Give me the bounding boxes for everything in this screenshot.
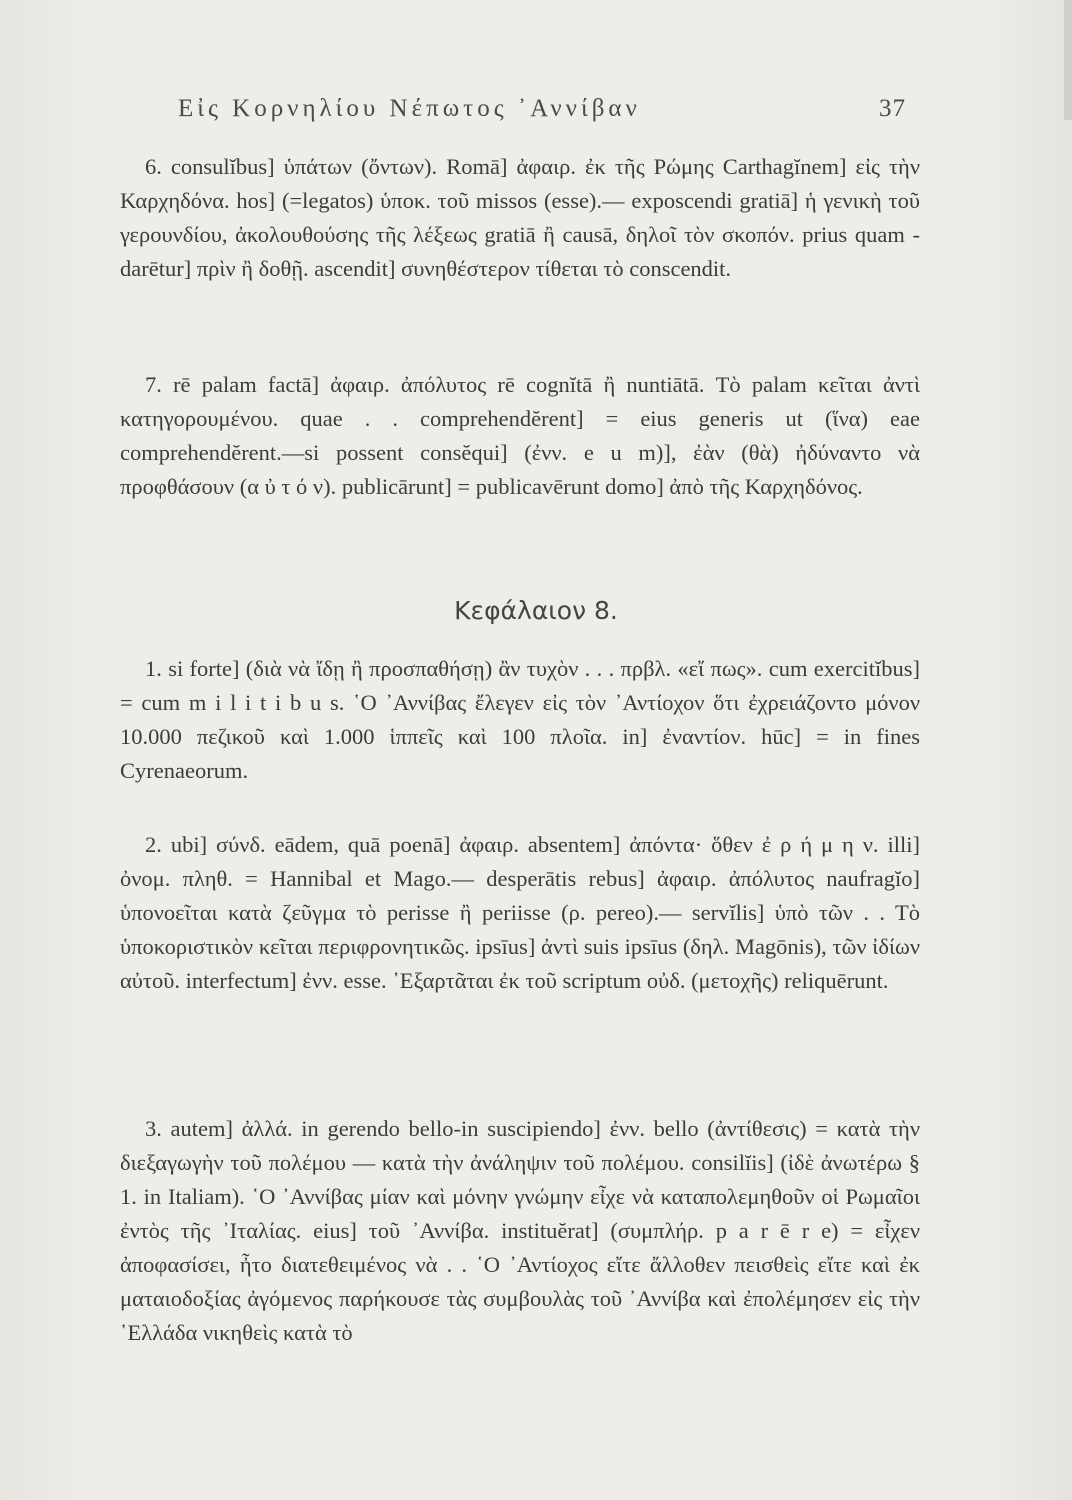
commentary-paragraph <box>120 150 920 286</box>
paragraph-text: 7. rē palam factā] ἀφαιρ. ἀπόλυτος rē cognĭtā ἢ nuntiātā. Τὸ palam κεῖται ἀντὶ κατηγορουμένου. quae . . comprehendĕrent] = eius generis ut (ἵνα) eae comprehendĕrent.—si possent consĕqui] (ἐνν. e u m)], ἐὰν (θὰ) ἠδύναντο νὰ προφθάσουν (α ὐ τ ό ν). publicārunt] = publicavērunt domo] ἀπὸ τῆς Καρχηδόνος. <box>120 372 920 499</box>
page-number: 37 <box>879 95 906 122</box>
paragraph-text: 3. autem] ἀλλά. in gerendo bello-in suscipiendo] ἐνν. bello (ἀντίθεσις) = κατὰ τὴν διεξαγωγὴν τοῦ πολέμου — κατὰ τὴν ἀνάληψιν τοῦ πολέμου. consilĭis] (ἰδὲ ἀνωτέρω § 1. in Italiam). ῾Ο ᾿Αννίβας μίαν καὶ μόνην γνώμην εἶχε νὰ καταπολεμηθοῦν οἱ Ρωμαῖοι ἐντὸς τῆς ᾿Ιταλίας. eius] τοῦ ᾿Αννίβα. instituĕrat] (συμπλήρ. p a r ē r e) = εἶχεν ἀποφασίσει, ἦτο διατεθειμένος νὰ . . ῾Ο ᾿Αντίοχος εἴτε ἄλλοθεν πεισθεὶς εἴτε καὶ ἐκ ματαιοδοξίας ἀγόμενος παρήκουσε τὰς συμβουλὰς τοῦ ᾿Αννίβα καὶ ἐπολέμησεν εἰς τὴν ῾Ελλάδα νικηθεὶς κατὰ τὸ <box>120 1116 920 1345</box>
running-head <box>178 95 906 131</box>
commentary-paragraph <box>120 368 920 504</box>
paragraph-text: 1. si forte] (διὰ νὰ ἴδῃ ἢ προσπαθήσῃ) ἂν τυχὸν . . . πρβλ. «εἴ πως». cum exercitĭbus] = cum m i l i t i b u s. ῾Ο ᾿Αννίβας ἔλεγεν εἰς τὸν ᾿Αντίοχον ὅτι ἐχρειάζοντο μόνον 10.000 πεζικοῦ καὶ 1.000 ἱππεῖς καὶ 100 πλοῖα. in] ἐναντίον. hūc] = in fines Cyrenaeorum. <box>120 656 920 783</box>
commentary-paragraph <box>120 828 920 998</box>
running-head-title: Εἰς Κορνηλίου Νέπωτος ᾿Αννίβαν <box>178 95 641 122</box>
paragraph-text: 2. ubi] σύνδ. eādem, quā poenā] ἀφαιρ. absentem] ἀπόντα· ὅθεν ἐ ρ ή μ η ν. illi] ὀνομ. πληθ. = Hannibal et Mago.— desperātis rebus] ἀφαιρ. ἀπόλυτος naufragĭo] ὑπονοεῖται κατὰ ζεῦγμα τὸ perisse ἢ periisse (ρ. pereo).— servĭlis] ὑπὸ τῶν . . Τὸ ὑποκοριστικὸν κεῖται περιφρονητικῶς. ipsīus] ἀντὶ suis ipsīus (δηλ. Magōnis), τῶν ἰδίων αὐτοῦ. interfectum] ἐνν. esse. ᾿Εξαρτᾶται ἐκ τοῦ scriptum οὐδ. (μετοχῆς) reliquērunt. <box>120 832 920 993</box>
commentary-paragraph <box>120 652 920 788</box>
commentary-paragraph <box>120 1112 920 1350</box>
chapter-heading: Κεφάλαιον 8. <box>454 596 618 625</box>
page-edge-shadow <box>1064 0 1072 120</box>
paragraph-text: 6. consulĭbus] ὑπάτων (ὄντων). Romā] ἀφαιρ. ἐκ τῆς Ρώμης Carthagĭnem] εἰς τὴν Καρχηδόνα. hos] (=legatos) ὑποκ. τοῦ missos (esse).— exposcendi gratiā] ἡ γενικὴ τοῦ γερουνδίου, ἀκολουθούσης τῆς λέξεως gratiā ἢ causā, δηλοῖ τὸν σκοπόν. prius quam - darētur] πρὶν ἢ δοθῇ. ascendit] συνηθέστερον τίθεται τὸ conscendit. <box>120 154 920 281</box>
